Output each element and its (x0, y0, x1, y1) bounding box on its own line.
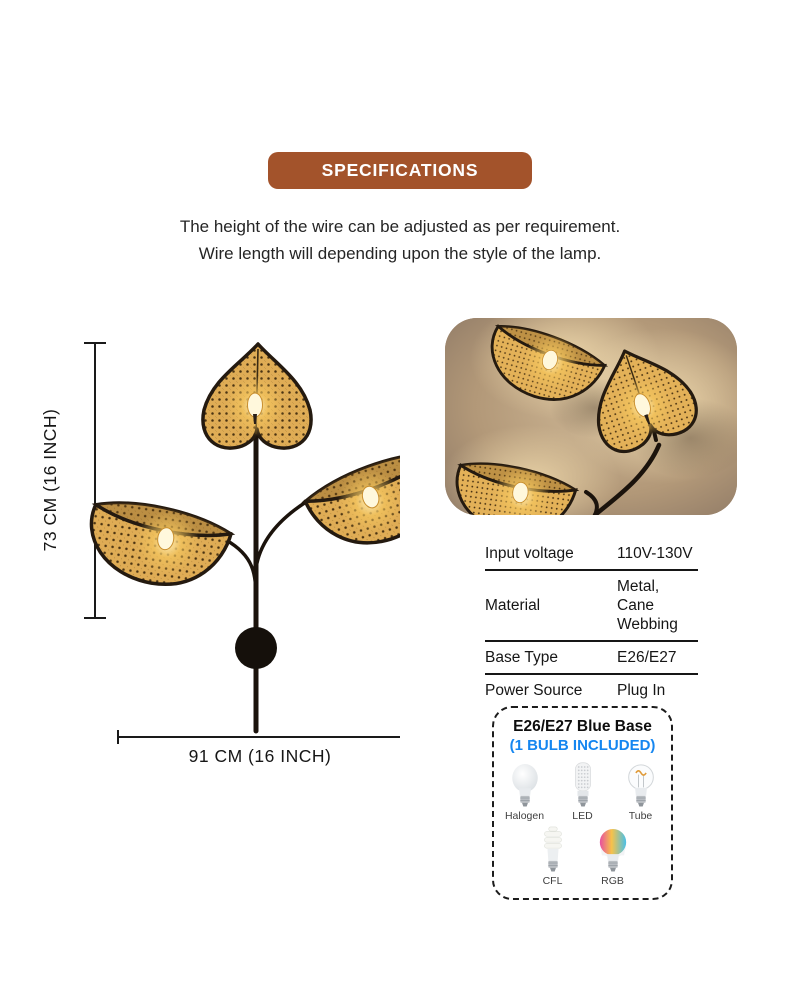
bulb-base-box (492, 706, 673, 900)
bulb-label: Tube (628, 810, 653, 822)
led-bulb-icon (566, 759, 600, 809)
height-dimension-line (84, 343, 106, 618)
wall-mount-plate (235, 627, 277, 669)
specifications-badge-label: SPECIFICATIONS (321, 160, 479, 180)
rgb-bulb-icon (596, 824, 630, 874)
description (0, 213, 800, 267)
product-photo (445, 318, 737, 515)
table-row (485, 538, 698, 571)
lamp-shade-left (84, 498, 233, 594)
description-line-2: Wire length will depending upon the style of the lamp. (198, 244, 602, 263)
bulb-label: Halogen (504, 810, 545, 822)
width-dimension-line (118, 730, 400, 744)
spec-table (485, 538, 698, 706)
bulb-box-subtitle: (1 BULB INCLUDED) (509, 737, 656, 754)
spec-label: Material (485, 596, 541, 614)
specifications-badge (268, 152, 532, 189)
bulb-top (248, 393, 263, 417)
bulb-label: RGB (601, 875, 624, 887)
table-row (485, 571, 698, 642)
spec-label: Power Source (485, 681, 583, 699)
table-row (485, 642, 698, 675)
lamp-shade-right (301, 446, 400, 558)
spec-label: Input voltage (485, 544, 574, 562)
lamp-arm-left (226, 540, 256, 600)
spec-label: Base Type (485, 648, 558, 666)
lamp-line-drawing (40, 330, 400, 770)
spec-value: 110V-130V (617, 545, 693, 562)
spec-value: Plug In (617, 682, 666, 699)
table-row (485, 675, 698, 706)
bulb-row-2 (494, 824, 671, 887)
height-dimension-label: 73 CM (16 INCH) (40, 408, 60, 552)
bulb-item (619, 759, 663, 822)
bulb-item (591, 824, 635, 887)
spec-value: Metal, Cane Webbing (617, 578, 678, 633)
halogen-bulb-icon (508, 759, 542, 809)
wall-lamp-drawing (84, 344, 400, 731)
description-line-1: The height of the wire can be adjusted as per requirement. (179, 217, 621, 236)
lamp-arm-right (256, 502, 306, 568)
bulb-item (503, 759, 547, 822)
tube-bulb-icon (624, 759, 658, 809)
bulb-label: CFL (542, 875, 563, 887)
bulb-item (531, 824, 575, 887)
width-dimension-label: 91 CM (16 INCH) (188, 746, 332, 766)
bulb-box-title: E26/E27 Blue Base (513, 718, 652, 735)
bulb-label: LED (572, 810, 593, 822)
spec-value: E26/E27 (617, 649, 677, 666)
cfl-bulb-icon (536, 824, 570, 874)
dimension-diagram (40, 330, 400, 770)
lamp-shade-top (203, 344, 311, 448)
bulb-item (561, 759, 605, 822)
bulb-row-1 (494, 759, 671, 822)
product-photo-image (445, 318, 737, 515)
